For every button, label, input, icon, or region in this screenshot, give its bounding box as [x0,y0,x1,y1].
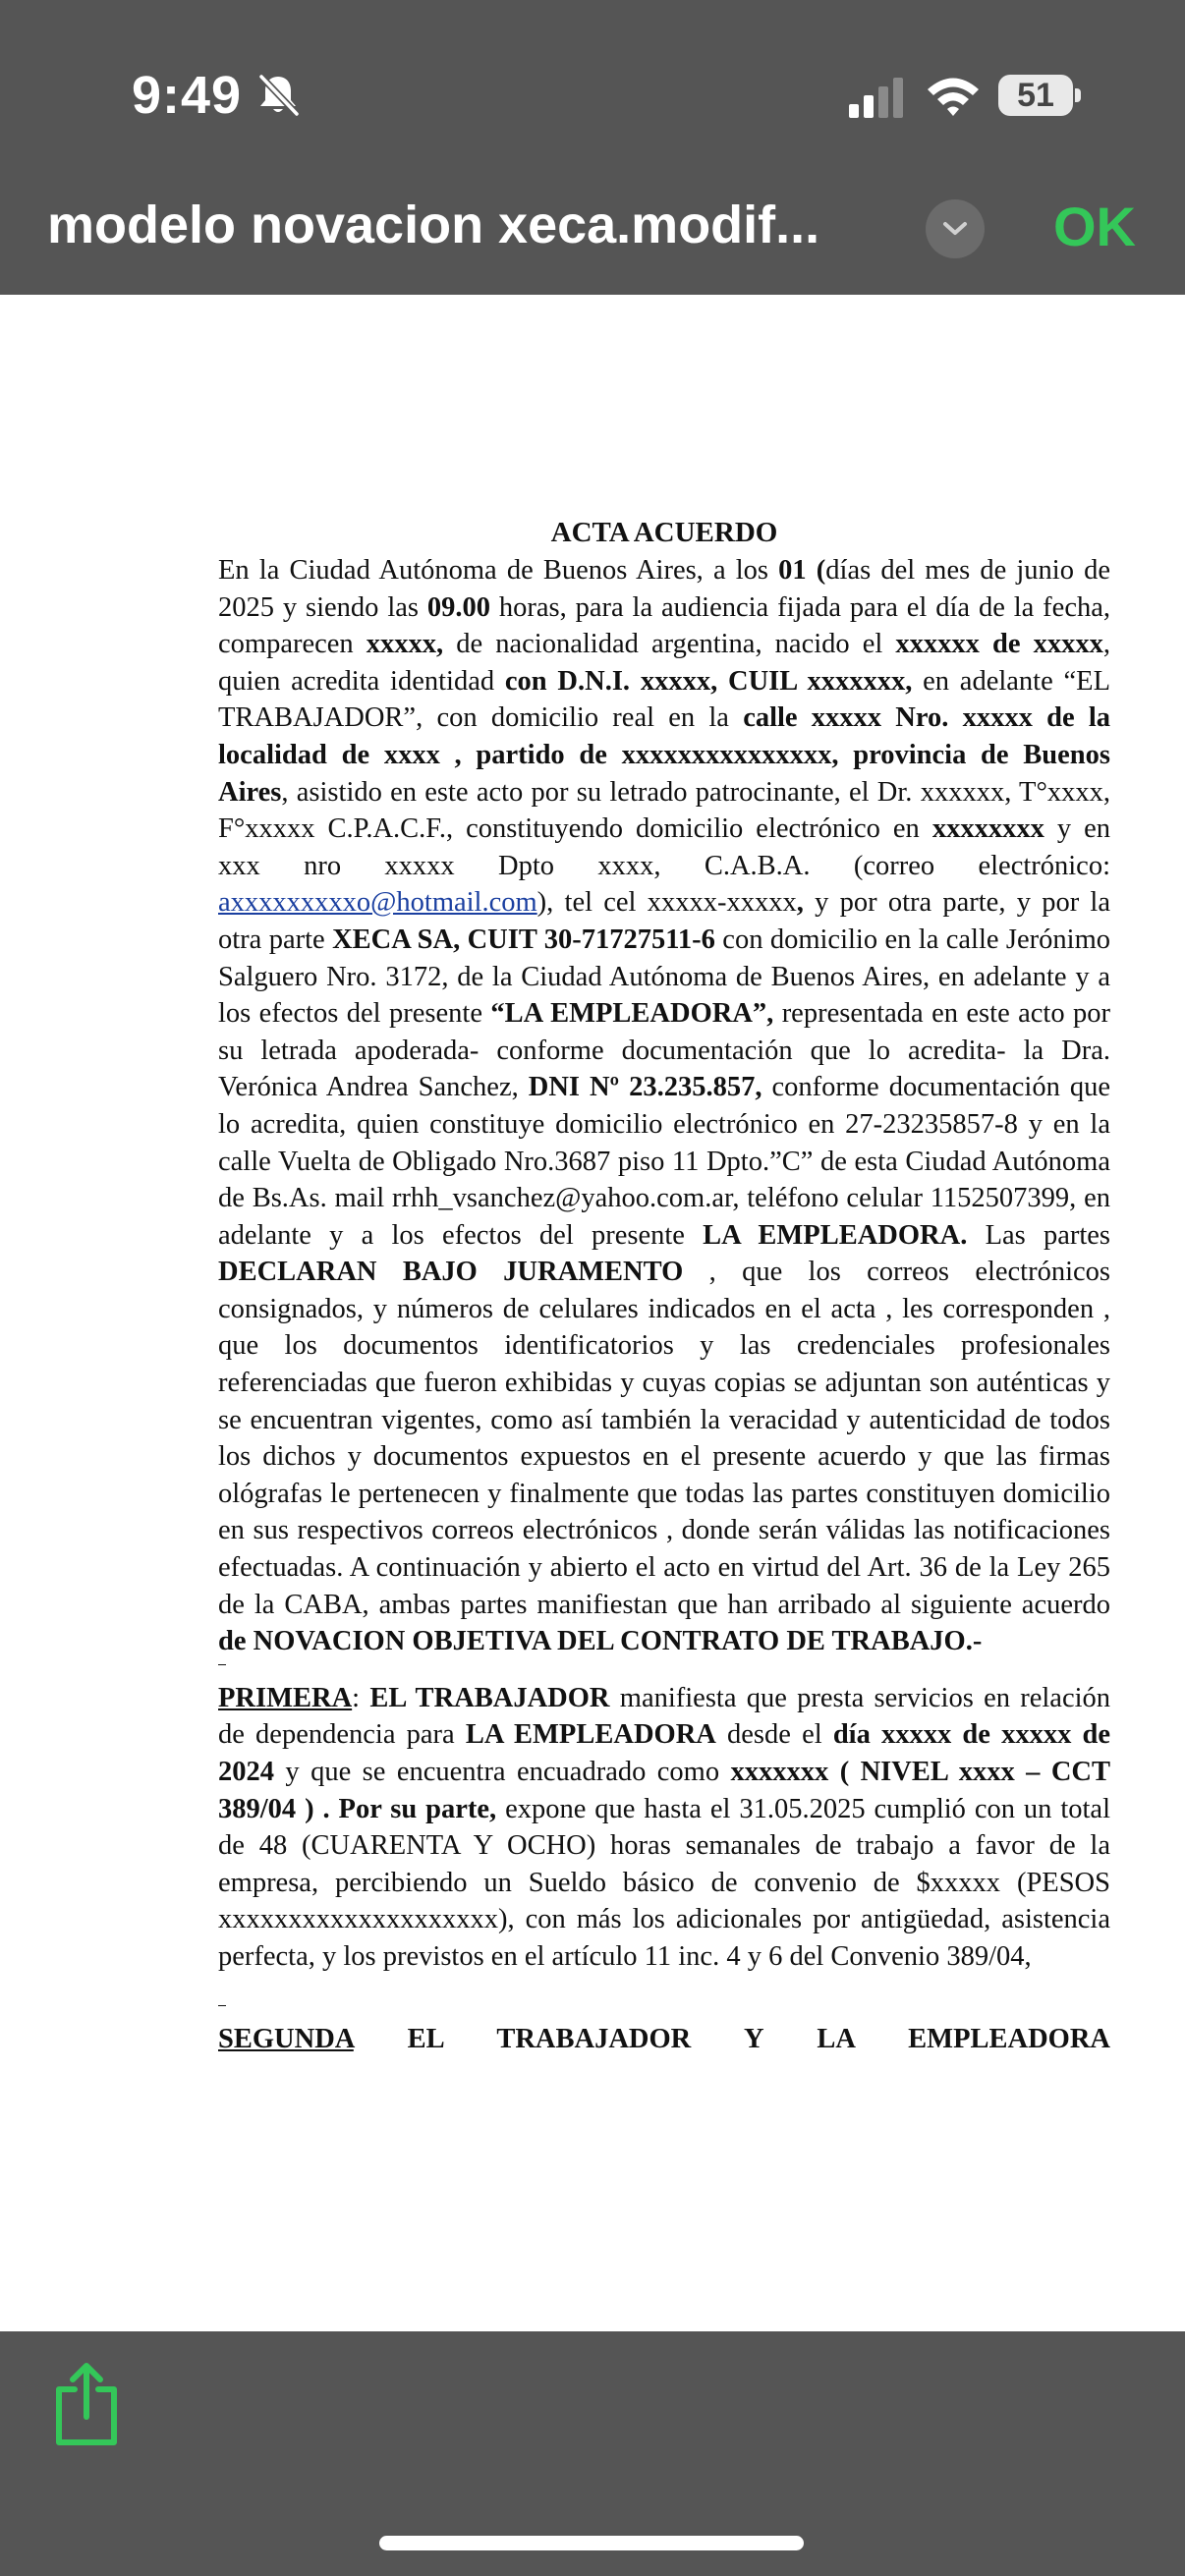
bold-span: con D.N.I. xxxxx, CUIL xxxxxxx, [504,665,913,697]
text-span: representada en este acto por su letrada apoderada- conforme documentación que lo acredita- la Dra. Verónica Andrea Sanchez, [218,998,1110,1103]
text-span: de nacionalidad argentina, nacido el [443,629,896,660]
status-time: 9:49 [132,66,243,125]
text-span: y en xxx nro xxxxx Dpto xxxx, C.A.B.A. (correo electrónico: [218,813,1110,881]
text-span: Las partes [967,1219,1110,1251]
home-indicator[interactable] [379,2536,804,2550]
chevron-down-icon [941,220,969,238]
clause-label: PRIMERA [218,1682,353,1713]
bold-span: LA EMPLEADORA. [703,1219,968,1251]
battery-indicator: 51 [998,75,1073,116]
text-span: días del mes de junio de 2025 y siendo las [218,555,1110,623]
battery-tip [1075,88,1081,102]
email-link[interactable]: axxxxxxxxxo@hotmail.com [218,887,537,919]
paragraph-intro [218,552,1110,1660]
paragraph-primera [218,1680,1110,1976]
bold-span: día xxxxx de xxxxx de 2024 [218,1719,1110,1787]
paragraph-gap [218,1976,1110,2001]
bold-span: xxxxxxx ( NIVEL xxxx – CCT 389/04 ) . Por su parte, [218,1757,1110,1824]
text-span: y por otra parte, y por la otra parte [218,887,1110,955]
document-viewer[interactable] [0,295,1185,2331]
text-span: manifiesta que presta servicios en relación de dependencia para [218,1682,1111,1751]
text-span: en adelante “EL TRABAJADOR”, con domicilio real en la [218,665,1110,734]
bold-span: XECA SA, CUIT 30-71727511-6 [332,924,715,955]
title-menu-button[interactable] [926,199,985,258]
cellular-signal-icon [847,77,906,118]
bell-slash-icon [254,71,303,120]
text-span: , que los correos electrónicos consignados, y números de celulares indicados en el acta , les corresponden , que los documentos identificatorios y las credenciales profesionales referenciadas que fueron exhibidas y cuyas copias se adjuntan son auténticas y se encuentran vigentes, como así también la veracidad y autenticidad de todos los dichos y documentos expuestos en el presente acuerdo y que las firmas ológrafas le pertenecen y finalmente que todas las partes constituyen domicilio en sus respectivos correos electrónicos , donde serán válidas las notificaciones efectuadas. A continuación y abierto el acto en virtud del Art. 36 de la Ley 265 de la CABA, ambas partes manifiestan que han arribado al siguiente acuerdo [218,1257,1110,1620]
text-span: expone que hasta el 31.05.2025 cumplió con un total de 48 (CUARENTA Y OCHO) horas semanales de trabajo a favor de la empresa, percibiendo un Sueldo básico de convenio de $xxxxx (PESOS xxxxxxxxxxxxxxxxxxxx), con más los adicionales por antigüedad, asistencia perfecta, y los previstos en el artículo 11 inc. 4 y 6 del Convenio 389/04, [218,1793,1110,1972]
bold-span: “LA EMPLEADORA”, [490,998,774,1030]
text-span: , asistido en este acto por su letrado patrocinante, el Dr. xxxxxx, T°xxxx, F°xxxxx C.P.A.C.F., constituyendo domicilio electrónico en [218,776,1110,845]
paragraph-separator [218,2001,1110,2021]
text-span: , quien acredita identidad [218,629,1110,697]
text-span: con domicilio en la calle Jerónimo Salguero Nro. 3172, de la Ciudad Autónoma de Buenos Aires, en adelante y a los efectos del presente [218,924,1110,1030]
bold-span: EL TRABAJADOR Y LA EMPLEADORA [353,2023,1110,2054]
bold-span: 01 ( [778,555,826,586]
bold-span: DECLARAN BAJO JURAMENTO [218,1257,684,1288]
bold-span: , [796,887,804,919]
paragraph-segunda [218,2021,1110,2058]
bold-span: xxxxx, [366,629,444,660]
share-icon[interactable] [51,2360,122,2448]
text-span: En la Ciudad Autónoma de Buenos Aires, a los [218,555,779,586]
bold-span: calle xxxxx Nro. xxxxx de la localidad de xxxx , partido de xxxxxxxxxxxxxxx, provincia de Buenos Aires [218,702,1110,808]
clause-label: SEGUNDA [218,2023,354,2054]
text-span: y que se encuentra encuadrado como [274,1757,731,1787]
bold-span: DNI Nº 23.235.857, [528,1072,762,1103]
paragraph-separator [218,1660,1110,1680]
bold-span: LA EMPLEADORA [465,1719,716,1751]
bold-span: EL TRABAJADOR [369,1682,610,1713]
text-span: ), tel cel xxxxx-xxxxx [536,887,797,919]
text-span: conforme documentación que lo acredita, quien constituye domicilio electrónico en 27-23235857-8 y en la calle Vuelta de Obligado Nro.3687 piso 11 Dpto.”C” de esta Ciudad Autónoma de Bs.As. mail rrhh_vsanchez@yahoo.com.ar, teléfono celular 1152507399, en adelante y a los efectos del presente [218,1072,1111,1251]
bold-span: 09.00 [426,591,490,623]
bold-span: xxxxxx de xxxxx [895,629,1103,660]
wifi-icon [924,73,983,120]
document-heading: ACTA ACUERDO [550,517,778,548]
bold-span: de NOVACION OBJETIVA DEL CONTRATO DE TRABAJO.- [218,1626,983,1657]
text-span: : [352,1682,370,1713]
ok-button[interactable]: OK [1053,196,1136,257]
document-title[interactable]: modelo novacion xeca.modif... [47,196,820,254]
text-span: desde el [715,1719,833,1751]
text-span: horas, para la audiencia fijada para el día de la fecha, comparecen [218,591,1110,660]
bold-span: xxxxxxxx [931,813,1044,845]
document-body [218,513,1110,2057]
